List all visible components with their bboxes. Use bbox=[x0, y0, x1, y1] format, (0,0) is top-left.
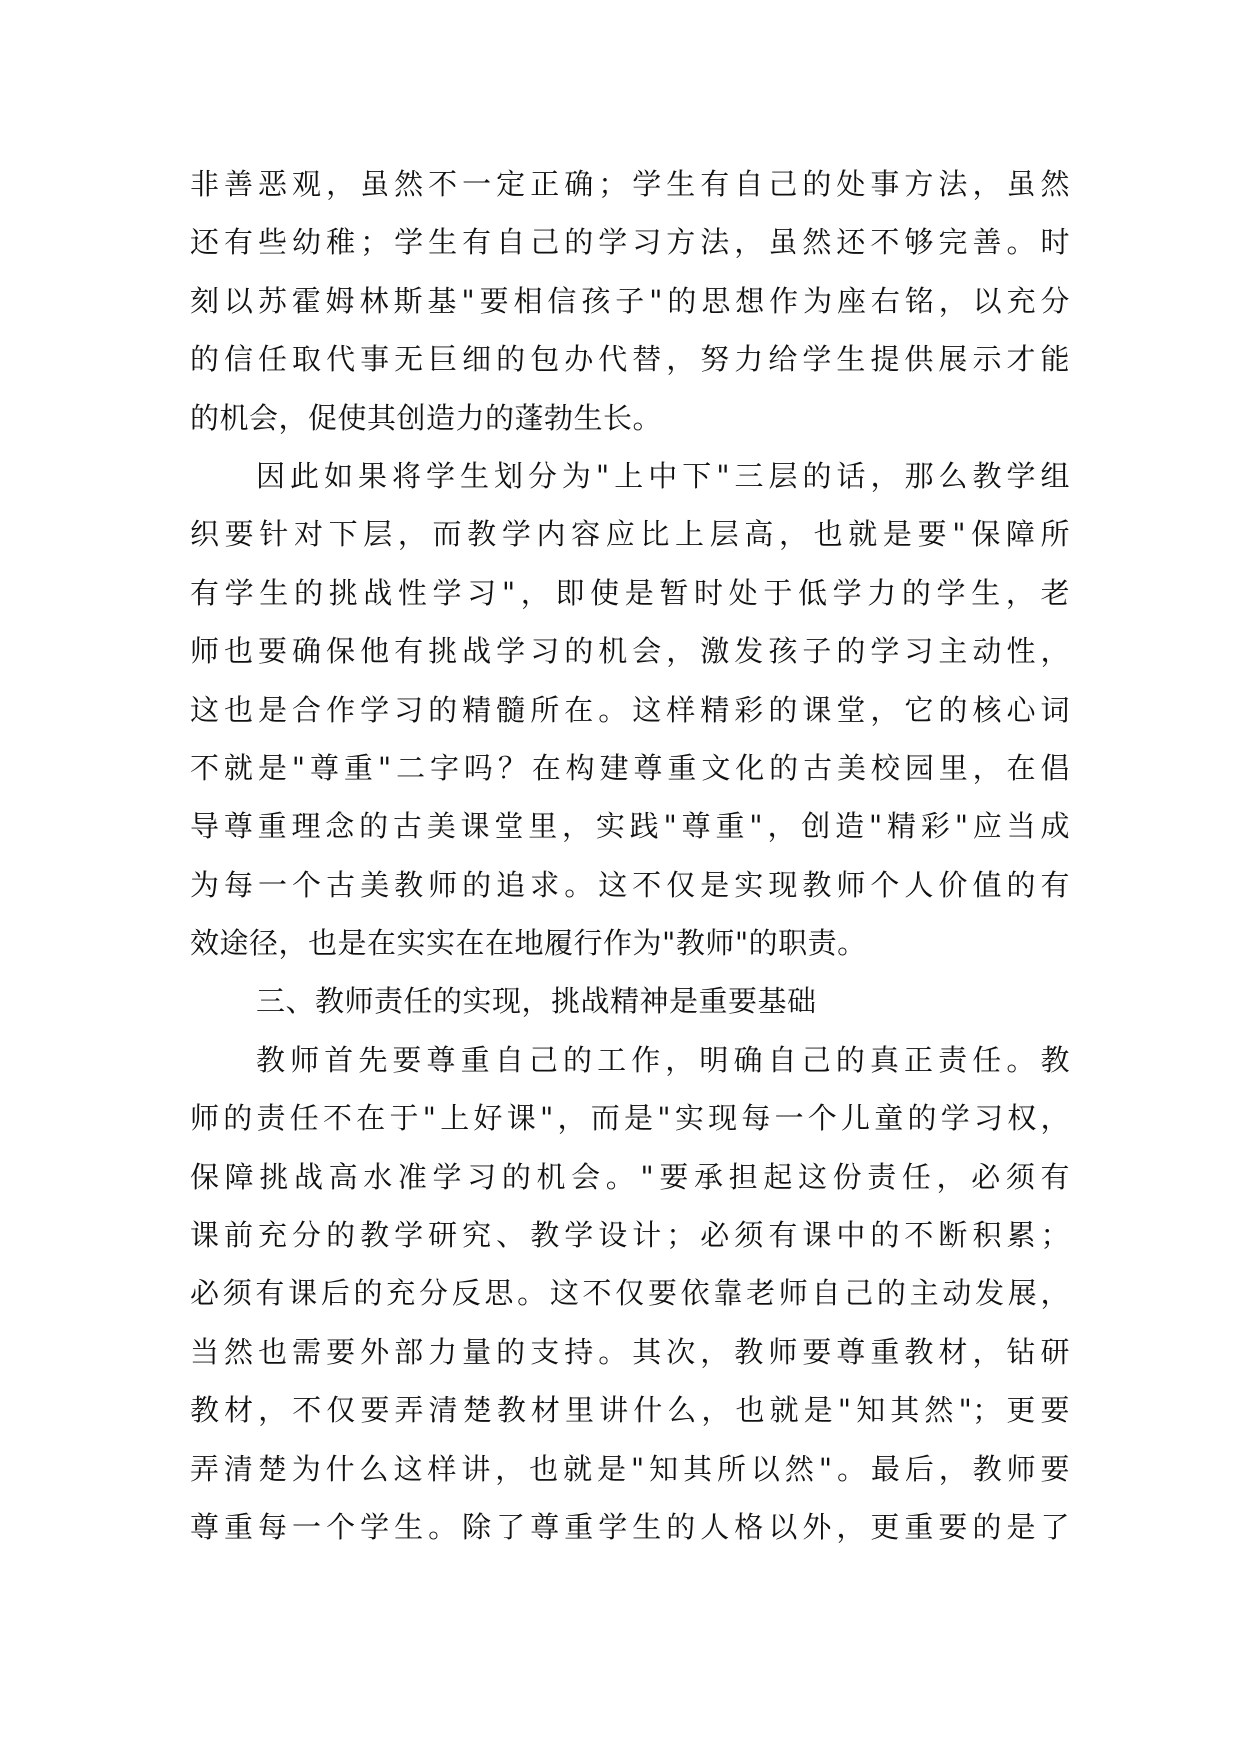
text-line: 为每一个古美教师的追求。这不仅是实现教师个人价值的有 bbox=[190, 867, 1070, 902]
text-line: 的机会，促使其创造力的蓬勃生长。 bbox=[190, 400, 663, 435]
text-line: 这也是合作学习的精髓所在。这样精彩的课堂，它的核心词 bbox=[190, 692, 1070, 727]
text-line: 教材，不仅要弄清楚教材里讲什么，也就是"知其然"；更要 bbox=[190, 1393, 1070, 1428]
text-line: 课前充分的教学研究、教学设计；必须有课中的不断积累； bbox=[190, 1218, 1070, 1253]
body-text bbox=[190, 155, 1070, 1556]
text-line: 师的责任不在于"上好课"，而是"实现每一个儿童的学习权， bbox=[190, 1101, 1070, 1136]
text-line: 效途径，也是在实实在在地履行作为"教师"的职责。 bbox=[190, 926, 867, 961]
text-line: 非善恶观，虽然不一定正确；学生有自己的处事方法，虽然 bbox=[190, 167, 1070, 201]
text-line: 尊重每一个学生。除了尊重学生的人格以外，更重要的是了 bbox=[190, 1509, 1070, 1544]
text-line: 因此如果将学生划分为"上中下"三层的话，那么教学组 bbox=[256, 458, 1070, 493]
text-line: 刻以苏霍姆林斯基"要相信孩子"的思想作为座右铭，以充分 bbox=[190, 283, 1070, 318]
text-line: 必须有课后的充分反思。这不仅要依靠老师自己的主动发展， bbox=[190, 1276, 1070, 1311]
section-heading: 三、教师责任的实现，挑战精神是重要基础 bbox=[256, 984, 817, 1019]
text-line: 的信任取代事无巨细的包办代替，努力给学生提供展示才能 bbox=[190, 342, 1070, 377]
text-line: 师也要确保他有挑战学习的机会，激发孩子的学习主动性， bbox=[190, 634, 1070, 669]
text-line: 织要针对下层，而教学内容应比上层高，也就是要"保障所 bbox=[190, 517, 1070, 552]
text-line: 弄清楚为什么这样讲，也就是"知其所以然"。最后，教师要 bbox=[190, 1451, 1070, 1486]
text-line: 当然也需要外部力量的支持。其次，教师要尊重教材，钻研 bbox=[190, 1334, 1070, 1369]
text-line: 还有些幼稚；学生有自己的学习方法，虽然还不够完善。时 bbox=[190, 225, 1070, 260]
text-line: 导尊重理念的古美课堂里，实践"尊重"，创造"精彩"应当成 bbox=[190, 809, 1070, 844]
text-line: 不就是"尊重"二字吗？在构建尊重文化的古美校园里，在倡 bbox=[190, 750, 1070, 785]
text-line: 保障挑战高水准学习的机会。"要承担起这份责任，必须有 bbox=[190, 1159, 1070, 1194]
text-line: 教师首先要尊重自己的工作，明确自己的真正责任。教 bbox=[256, 1042, 1070, 1077]
text-line: 有学生的挑战性学习"，即使是暂时处于低学力的学生，老 bbox=[190, 575, 1070, 610]
